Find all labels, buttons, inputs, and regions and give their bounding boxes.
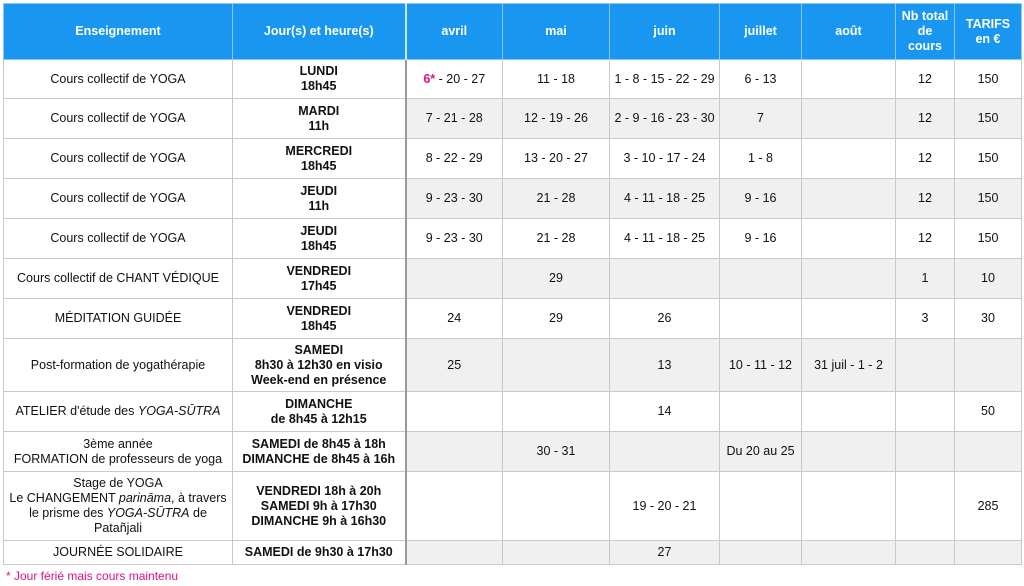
hours-cell: SAMEDI de 8h45 à 18h DIMANCHE de 8h45 à 16h: [233, 432, 406, 472]
price-cell: 150: [955, 139, 1022, 179]
april-cell: [406, 392, 503, 432]
col-hours-header: Jour(s) et heure(s): [233, 4, 406, 60]
july-cell: [720, 541, 802, 565]
april-cell: 7 - 21 - 28: [406, 99, 503, 139]
table-row: [4, 219, 1022, 259]
total-cell: [896, 392, 955, 432]
june-cell: 19 - 20 - 21: [610, 472, 720, 541]
price-cell: 10: [955, 259, 1022, 299]
hours-cell: VENDREDI 18h à 20h SAMEDI 9h à 17h30 DIMANCHE 9h à 16h30: [233, 472, 406, 541]
may-cell: [503, 392, 610, 432]
course-cell: Post-formation de yogathérapie: [4, 339, 233, 392]
april-cell: [406, 432, 503, 472]
course-cell: Cours collectif de YOGA: [4, 219, 233, 259]
price-cell: 285: [955, 472, 1022, 541]
total-cell: [896, 472, 955, 541]
table-row: [4, 179, 1022, 219]
total-cell: 12: [896, 60, 955, 99]
august-cell: [802, 472, 896, 541]
july-cell: [720, 472, 802, 541]
april-cell: [406, 259, 503, 299]
hours-cell: JEUDI 18h45: [233, 219, 406, 259]
col-may-header: mai: [503, 4, 610, 60]
hours-cell: LUNDI 18h45: [233, 60, 406, 99]
course-cell: Cours collectif de YOGA: [4, 60, 233, 99]
course-cell: Cours collectif de CHANT VÉDIQUE: [4, 259, 233, 299]
june-cell: 4 - 11 - 18 - 25: [610, 179, 720, 219]
hours-cell: JEUDI 11h: [233, 179, 406, 219]
june-cell: 2 - 9 - 16 - 23 - 30: [610, 99, 720, 139]
hours-cell: MERCREDI 18h45: [233, 139, 406, 179]
hours-cell: MARDI 11h: [233, 99, 406, 139]
total-cell: 12: [896, 99, 955, 139]
july-cell: [720, 392, 802, 432]
col-total-header: Nb total de cours: [896, 4, 955, 60]
total-cell: 12: [896, 179, 955, 219]
col-course-header: Enseignement: [4, 4, 233, 60]
price-cell: 150: [955, 99, 1022, 139]
may-cell: 13 - 20 - 27: [503, 139, 610, 179]
april-cell: 25: [406, 339, 503, 392]
table-row: [4, 472, 1022, 541]
course-cell: MÉDITATION GUIDÉE: [4, 299, 233, 339]
april-cell: 24: [406, 299, 503, 339]
june-cell: 13: [610, 339, 720, 392]
may-cell: 30 - 31: [503, 432, 610, 472]
hours-cell: DIMANCHE de 8h45 à 12h15: [233, 392, 406, 432]
august-cell: [802, 432, 896, 472]
july-cell: [720, 299, 802, 339]
august-cell: [802, 219, 896, 259]
april-cell: [406, 541, 503, 565]
august-cell: [802, 99, 896, 139]
footnote: * Jour férié mais cours maintenu: [6, 569, 179, 583]
may-cell: 12 - 19 - 26: [503, 99, 610, 139]
july-cell: 7: [720, 99, 802, 139]
table-row: [4, 339, 1022, 392]
price-cell: [955, 432, 1022, 472]
july-cell: 10 - 11 - 12: [720, 339, 802, 392]
may-cell: 21 - 28: [503, 179, 610, 219]
june-cell: [610, 259, 720, 299]
august-cell: [802, 60, 896, 99]
col-price-header: TARIFS en €: [955, 4, 1022, 60]
schedule-table: [3, 3, 1022, 565]
header-row: [4, 4, 1022, 60]
june-cell: 3 - 10 - 17 - 24: [610, 139, 720, 179]
table-row: [4, 99, 1022, 139]
april-cell: 6* - 20 - 27: [406, 60, 503, 99]
price-cell: [955, 339, 1022, 392]
july-cell: 9 - 16: [720, 219, 802, 259]
schedule-table-wrapper: [3, 3, 1021, 565]
june-cell: [610, 432, 720, 472]
august-cell: [802, 259, 896, 299]
july-cell: Du 20 au 25: [720, 432, 802, 472]
total-cell: 1: [896, 259, 955, 299]
course-cell: Cours collectif de YOGA: [4, 179, 233, 219]
table-row: [4, 541, 1022, 565]
table-row: [4, 432, 1022, 472]
col-june-header: juin: [610, 4, 720, 60]
june-cell: 4 - 11 - 18 - 25: [610, 219, 720, 259]
price-cell: [955, 541, 1022, 565]
july-cell: 1 - 8: [720, 139, 802, 179]
may-cell: [503, 339, 610, 392]
august-cell: 31 juil - 1 - 2: [802, 339, 896, 392]
price-cell: 150: [955, 219, 1022, 259]
may-cell: 29: [503, 299, 610, 339]
july-cell: 9 - 16: [720, 179, 802, 219]
total-cell: 12: [896, 219, 955, 259]
total-cell: 12: [896, 139, 955, 179]
price-cell: 30: [955, 299, 1022, 339]
august-cell: [802, 541, 896, 565]
may-cell: 21 - 28: [503, 219, 610, 259]
total-cell: [896, 339, 955, 392]
col-august-header: août: [802, 4, 896, 60]
course-cell: ATELIER d'étude des YOGA-SŪTRA: [4, 392, 233, 432]
hours-cell: VENDREDI 18h45: [233, 299, 406, 339]
june-cell: 1 - 8 - 15 - 22 - 29: [610, 60, 720, 99]
table-row: [4, 392, 1022, 432]
may-cell: [503, 472, 610, 541]
table-row: [4, 259, 1022, 299]
course-cell: Cours collectif de YOGA: [4, 139, 233, 179]
price-cell: 150: [955, 60, 1022, 99]
june-cell: 26: [610, 299, 720, 339]
col-april-header: avril: [406, 4, 503, 60]
course-cell: Cours collectif de YOGA: [4, 99, 233, 139]
july-cell: 6 - 13: [720, 60, 802, 99]
april-cell: 9 - 23 - 30: [406, 179, 503, 219]
course-cell: JOURNÉE SOLIDAIRE: [4, 541, 233, 565]
august-cell: [802, 139, 896, 179]
hours-cell: SAMEDI 8h30 à 12h30 en visio Week-end en présence: [233, 339, 406, 392]
may-cell: 29: [503, 259, 610, 299]
price-cell: 150: [955, 179, 1022, 219]
total-cell: [896, 432, 955, 472]
table-row: [4, 60, 1022, 99]
may-cell: 11 - 18: [503, 60, 610, 99]
total-cell: [896, 541, 955, 565]
august-cell: [802, 179, 896, 219]
col-july-header: juillet: [720, 4, 802, 60]
august-cell: [802, 299, 896, 339]
holiday-marker: 6*: [423, 71, 436, 86]
hours-cell: VENDREDI 17h45: [233, 259, 406, 299]
course-cell: Stage de YOGA Le CHANGEMENT parināma, à travers le prisme des YOGA-SŪTRA de Patañjali: [4, 472, 233, 541]
table-row: [4, 139, 1022, 179]
table-row: [4, 299, 1022, 339]
course-cell: 3ème année FORMATION de professeurs de yoga: [4, 432, 233, 472]
hours-cell: SAMEDI de 9h30 à 17h30: [233, 541, 406, 565]
april-cell: [406, 472, 503, 541]
total-cell: 3: [896, 299, 955, 339]
price-cell: 50: [955, 392, 1022, 432]
july-cell: [720, 259, 802, 299]
may-cell: [503, 541, 610, 565]
june-cell: 27: [610, 541, 720, 565]
june-cell: 14: [610, 392, 720, 432]
august-cell: [802, 392, 896, 432]
april-cell: 9 - 23 - 30: [406, 219, 503, 259]
april-cell: 8 - 22 - 29: [406, 139, 503, 179]
